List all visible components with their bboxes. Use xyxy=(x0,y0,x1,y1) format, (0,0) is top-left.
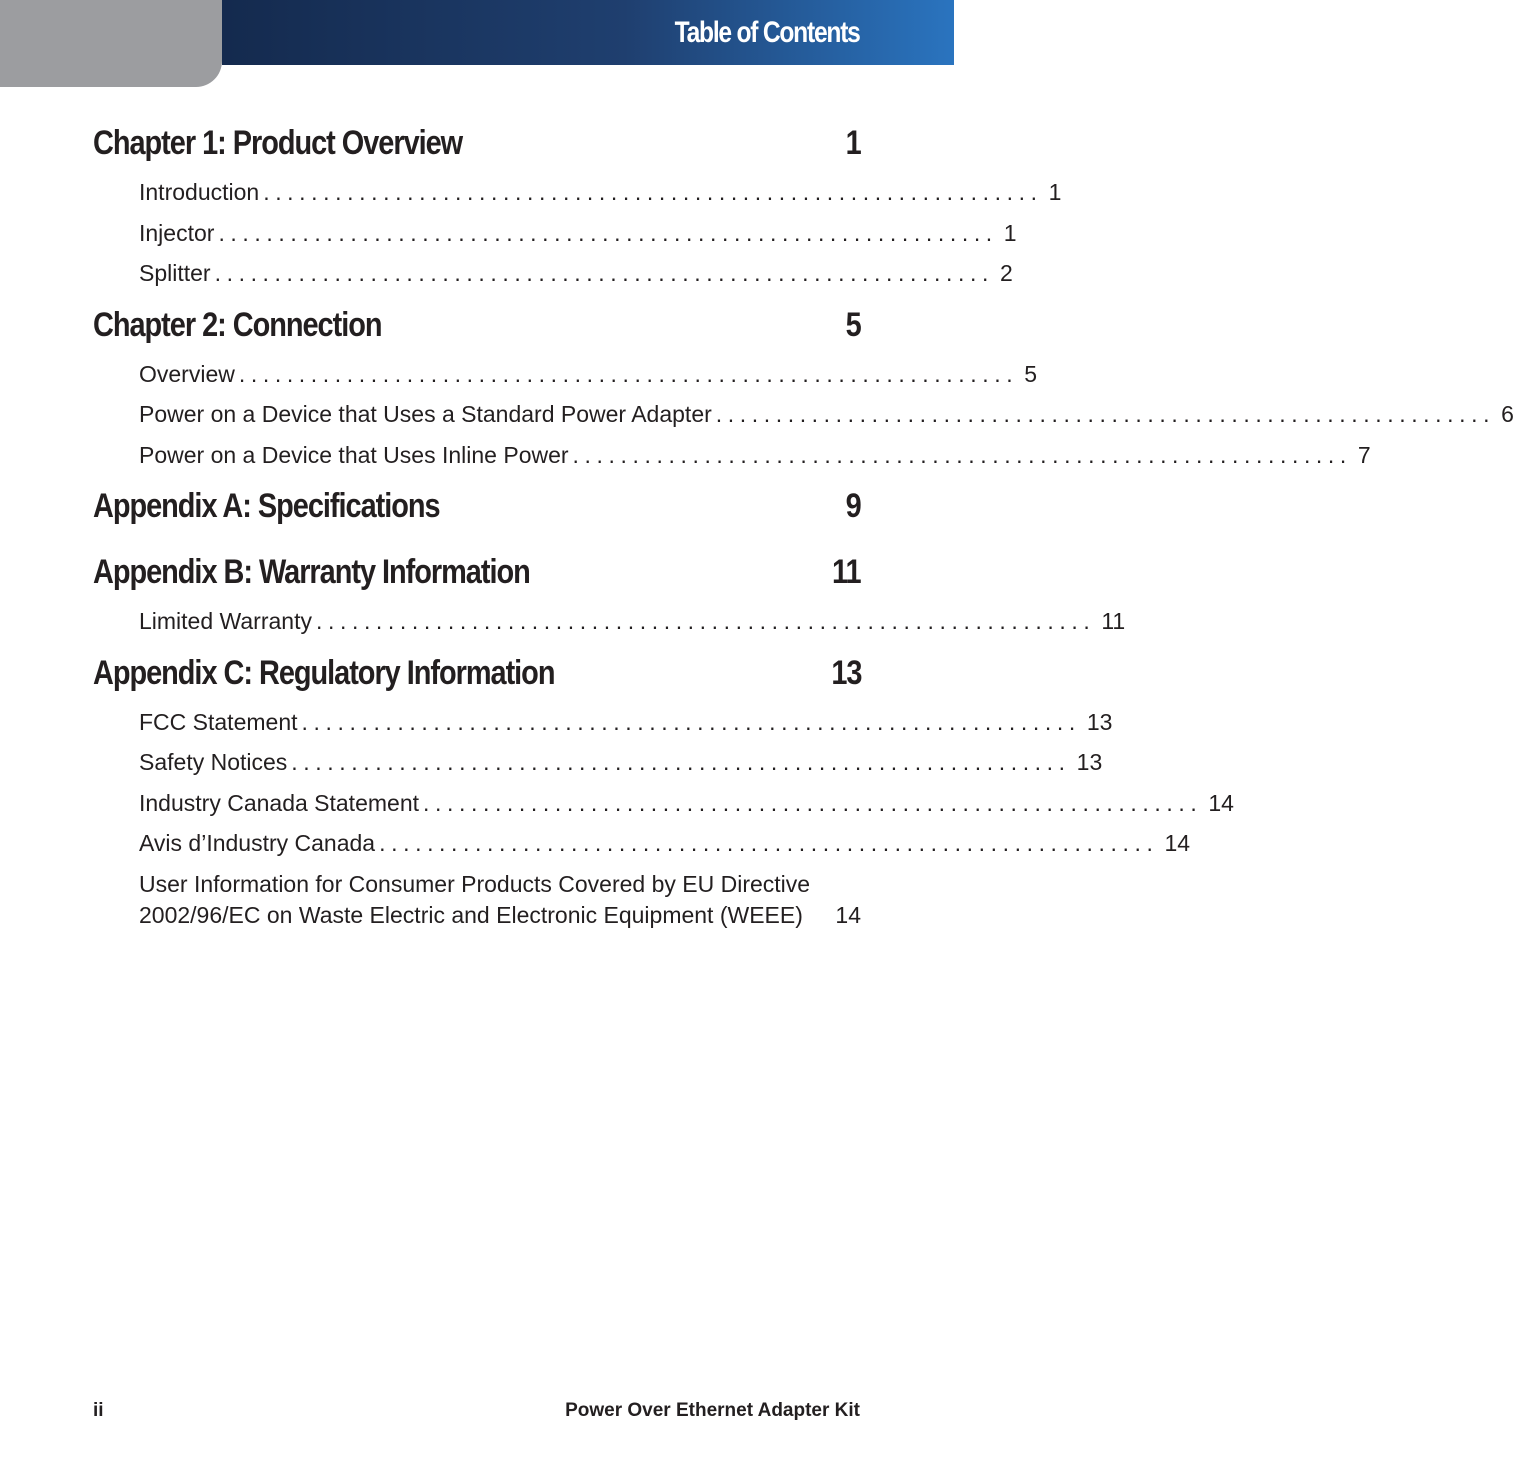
section-page: 9 xyxy=(845,487,861,525)
entry-line-1: User Information for Consumer Products Covered by EU Directive xyxy=(139,870,811,897)
section-title: Appendix B: Warranty Information xyxy=(93,553,530,591)
toc-section-appendix-a[interactable] xyxy=(93,483,861,529)
dot-leader: ................................................................. xyxy=(238,360,1019,387)
dot-leader: ................................................................. xyxy=(572,441,1352,468)
toc-entries xyxy=(93,354,1514,476)
footer-product-name: Power Over Ethernet Adapter Kit xyxy=(565,1400,860,1421)
toc-entry-standard-power-adapter[interactable]: Power on a Device that Uses a Standard Power Adapter ................................................................. 6 xyxy=(139,394,861,435)
toc-entries xyxy=(93,601,1126,642)
toc-entry-splitter[interactable]: Splitter ................................................................. 2 xyxy=(139,253,861,294)
toc-entries xyxy=(93,172,1062,294)
table-of-contents xyxy=(93,120,1514,931)
section-title: Appendix A: Specifications xyxy=(93,487,440,525)
section-page: 5 xyxy=(845,305,861,344)
section-title: Appendix C: Regulatory Information xyxy=(93,653,555,692)
toc-entry-fcc-statement[interactable]: FCC Statement ................................................................. 13 xyxy=(139,702,861,743)
toc-entry-weee[interactable]: User Information for Consumer Products Covered by EU Directive 2002/96/EC on Waste Electric and Electronic Equipment (WEEE) 14 xyxy=(139,869,861,931)
toc-section-chapter-2[interactable] xyxy=(93,302,861,348)
entry-line-2: 2002/96/EC on Waste Electric and Electronic Equipment (WEEE) xyxy=(139,901,803,928)
section-page: 1 xyxy=(845,124,861,162)
dot-leader: ................................................................. xyxy=(315,608,1096,634)
section-page: 11 xyxy=(832,553,861,591)
toc-entry-overview[interactable]: Overview ................................................................. 5 xyxy=(139,354,861,395)
section-title: Chapter 1: Product Overview xyxy=(93,124,463,162)
section-page: 13 xyxy=(830,653,861,692)
toc-section-chapter-1[interactable] xyxy=(93,120,861,166)
toc-entry-introduction[interactable]: Introduction ................................................................. 1 xyxy=(139,172,861,213)
dot-leader: ................................................................. xyxy=(423,789,1203,816)
dot-leader: ................................................................. xyxy=(291,749,1071,775)
toc-entry-inline-power[interactable]: Power on a Device that Uses Inline Power ................................................................. 7 xyxy=(139,435,861,476)
toc-entry-safety-notices[interactable]: Safety Notices ................................................................. 13 xyxy=(139,742,861,783)
dot-leader: ................................................................. xyxy=(263,179,1043,205)
dot-leader: ................................................................. xyxy=(301,708,1081,735)
dot-leader: ................................................................. xyxy=(379,830,1159,856)
dot-leader: ................................................................. xyxy=(715,401,1496,427)
toc-section-appendix-c[interactable] xyxy=(93,650,861,696)
dot-leader: ................................................................. xyxy=(214,260,994,286)
toc-section-appendix-b[interactable] xyxy=(93,549,861,595)
toc-entry-limited-warranty[interactable]: Limited Warranty ................................................................. 11 xyxy=(139,601,861,642)
footer-page-number: ii xyxy=(93,1400,104,1421)
dot-leader: ................................................................. xyxy=(218,219,998,246)
header-gray-tab xyxy=(0,0,222,87)
page-title: Table of Contents xyxy=(675,16,860,49)
toc-entry-avis-industry-canada[interactable]: Avis d’Industry Canada ................................................................. 14 xyxy=(139,823,861,864)
toc-entries xyxy=(93,702,1234,931)
section-title: Chapter 2: Connection xyxy=(93,305,382,344)
toc-entry-injector[interactable]: Injector ................................................................. 1 xyxy=(139,213,861,254)
toc-entry-industry-canada[interactable]: Industry Canada Statement ................................................................. 14 xyxy=(139,783,861,824)
